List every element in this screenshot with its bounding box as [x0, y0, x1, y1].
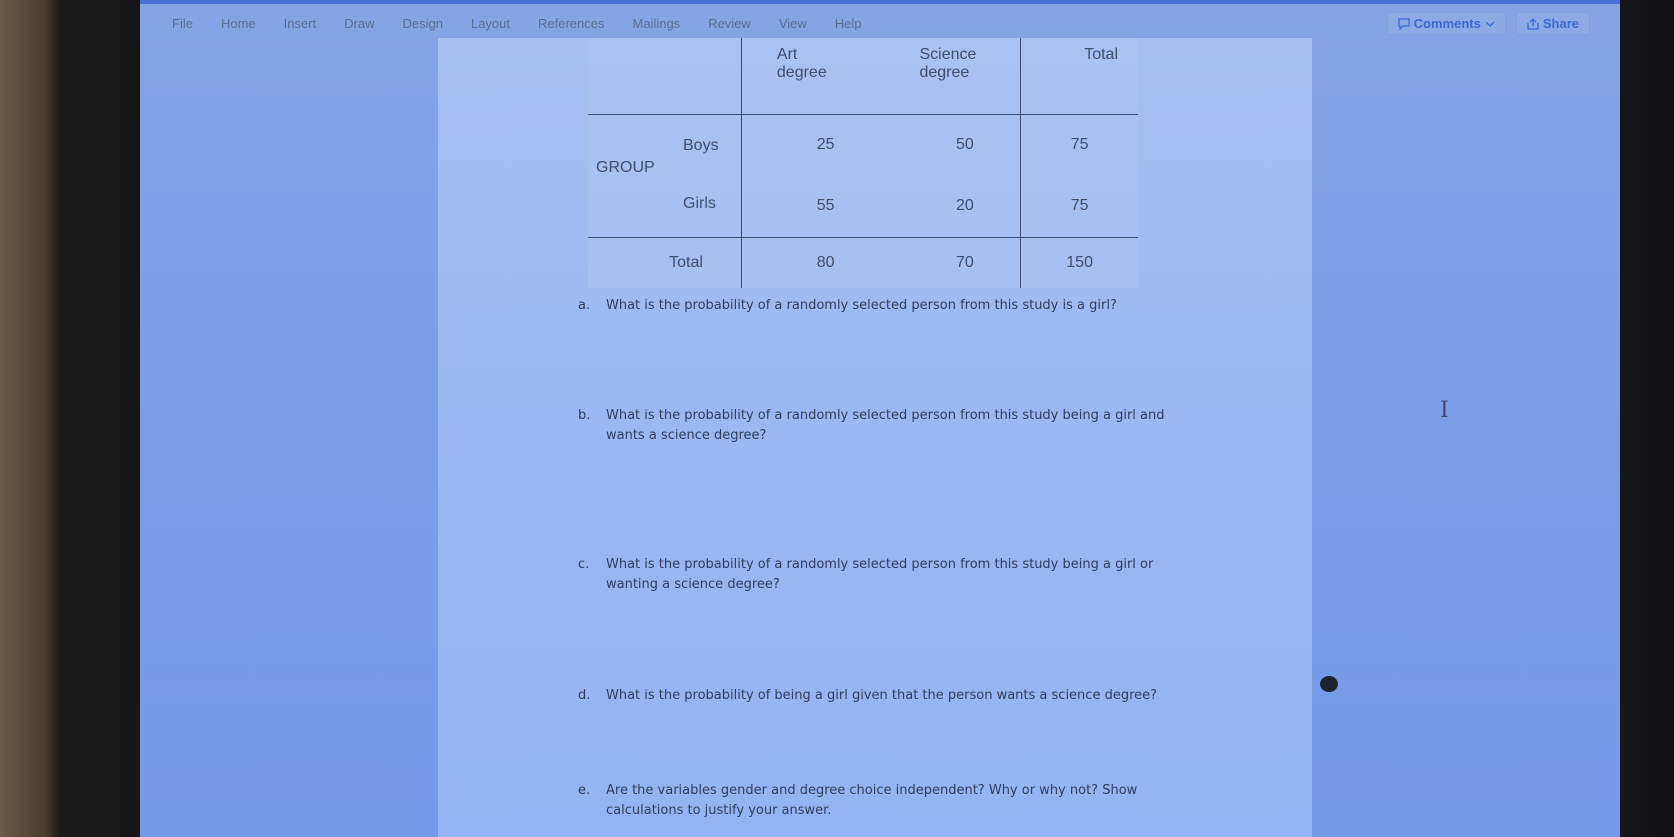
tab-home[interactable]: Home [220, 15, 256, 31]
cell-girls-art: 55 [741, 175, 909, 238]
cell-total-total: 150 [1066, 254, 1093, 271]
cell-girls-science: 20 [909, 175, 1020, 238]
tab-draw[interactable]: Draw [344, 15, 375, 31]
tab-references[interactable]: References [538, 15, 605, 31]
header-science-degree [909, 38, 1020, 115]
question-letter: b. [578, 408, 591, 423]
totals-label: Total [588, 238, 741, 289]
ribbon-tabs [172, 16, 890, 31]
question-b [578, 406, 1198, 446]
header-art-line2: degree [776, 64, 827, 81]
tab-layout[interactable]: Layout [470, 15, 511, 31]
title-bar-strip [140, 0, 1620, 4]
chevron-down-icon [1485, 19, 1495, 29]
cell-girls-total: 75 [1021, 175, 1138, 238]
share-icon [1527, 18, 1539, 30]
device-bezel-left [0, 0, 150, 837]
screen [140, 0, 1620, 837]
question-letter: a. [578, 298, 591, 313]
question-text: What is the probability of being a girl given that the person wants a science degree? [606, 688, 1158, 703]
question-letter: c. [578, 557, 590, 572]
header-total: Total [1021, 38, 1138, 115]
question-text: What is the probability of a randomly selected person from this study being a girl or wanting a science degree? [606, 557, 1154, 592]
comments-label: Comments [1413, 16, 1481, 31]
header-art-line1: Art [776, 46, 798, 63]
question-d [578, 686, 1198, 706]
comment-icon [1398, 18, 1410, 30]
cell-total-science: 70 [909, 238, 1020, 289]
question-text: What is the probability of a randomly selected person from this study being a girl and wants a science degree? [606, 408, 1165, 443]
tab-file[interactable]: File [172, 15, 193, 31]
comments-button[interactable] [1387, 12, 1506, 35]
question-text: What is the probability of a randomly selected person from this study is a girl? [606, 298, 1117, 313]
table-corner-cell [588, 38, 741, 115]
table-header-row [588, 38, 1138, 115]
table-row [588, 115, 1138, 176]
cell-boys-art: 25 [816, 136, 835, 153]
question-c [578, 555, 1198, 595]
tab-review[interactable]: Review [708, 15, 751, 31]
group-label: GROUP [596, 159, 655, 176]
cell-total-art: 80 [816, 254, 835, 271]
share-button[interactable] [1516, 12, 1590, 35]
header-science-line1: Science [919, 46, 977, 63]
question-e [578, 781, 1198, 821]
table-row [588, 175, 1138, 238]
contingency-table [588, 38, 1138, 288]
tab-design[interactable]: Design [402, 15, 443, 31]
share-label: Share [1542, 16, 1579, 31]
row-label-girls: Girls [683, 195, 716, 212]
tab-mailings[interactable]: Mailings [632, 15, 681, 31]
question-a [578, 296, 1198, 316]
cell-boys-total: 75 [1070, 136, 1089, 153]
header-art-degree [741, 38, 909, 115]
text-cursor-icon: I [1440, 398, 1449, 423]
header-science-line2: degree [919, 64, 970, 81]
row-label-cell [588, 159, 741, 238]
tab-insert[interactable]: Insert [283, 15, 317, 31]
document-page[interactable] [438, 38, 1312, 837]
cell-boys-science: 50 [909, 115, 1020, 176]
screen-smudge [1320, 676, 1338, 692]
row-label-boys: Boys [683, 137, 719, 154]
ribbon-tab-bar [140, 8, 1620, 38]
question-letter: e. [578, 783, 591, 798]
table-totals-row [588, 238, 1138, 289]
question-text: Are the variables gender and degree choice independent? Why or why not? Show calculations to justify your answer. [606, 783, 1138, 818]
ribbon-actions [1387, 12, 1590, 35]
tab-view[interactable]: View [778, 15, 807, 31]
tab-help[interactable]: Help [834, 15, 862, 31]
question-letter: d. [578, 688, 591, 703]
